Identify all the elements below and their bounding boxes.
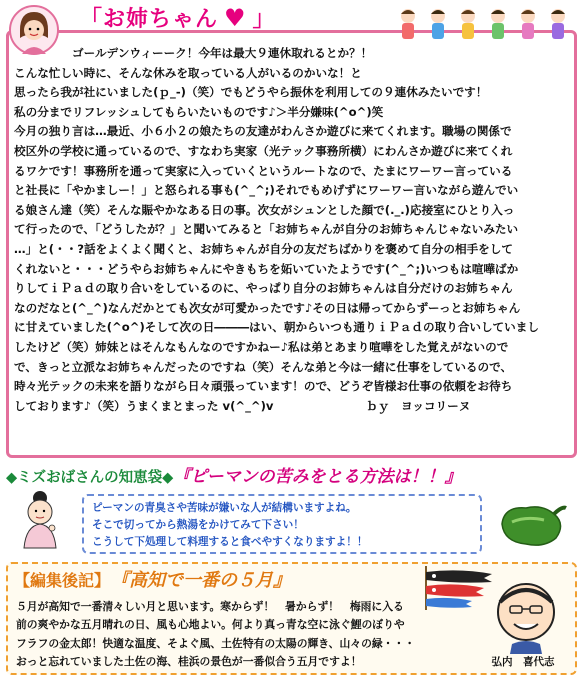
- heart-icon: ♥: [224, 4, 247, 32]
- sister-column-body: [14, 44, 569, 416]
- body-line: 時々光テックの未来を語りながら日々頑張っています！ので、どうぞ皆様お仕事の依頼をお待ち: [14, 379, 513, 394]
- tips-heading-left: ◆ミズおばさんの知恵袋◆: [6, 470, 174, 486]
- tips-line: そこで切ってから熱湯をかけてみて下さい！: [92, 519, 304, 531]
- body-line: 私の分までリフレッシュしてもらいたいものです♪＞半分嫌味(^o^)笑: [14, 104, 384, 119]
- editor-name: 弘内 喜代志: [491, 656, 555, 668]
- tips-line: ピーマンの青臭さや苦味が嫌いな人が結構いますよね。: [92, 502, 357, 514]
- body-line: るワケです！事務所を通って実家に入っていくというルートなので、たまにワーワー言っている: [14, 163, 513, 178]
- body-line: 校区外の学校に通っているので、すなわち実家（光テック事務所横）にわんさか遊びに来てくれ: [14, 143, 513, 158]
- editor-note-heading: [14, 566, 291, 592]
- body-line: る娘さん達（笑）そんな賑やかなある日の事。次女がシュンとした顔で(._.)応接室にひとり入っ: [14, 202, 515, 217]
- editor-note-heading-right: 『高知で一番の５月』: [120, 570, 292, 591]
- body-line: しております♪（笑）うまくまとまった v(^_^)v ｂｙ ヨッコリーヌ: [14, 398, 471, 413]
- body-line: …」と(・・?話をよくよく聞くと、お姉ちゃんが自分の友だちばかりを褒めて自分の相手をして: [14, 241, 513, 256]
- body-line: 今月の独り言は…最近、小６小２の娘たちの友達がわんさか遊びに来てくれます。職場の関係で: [14, 124, 512, 139]
- tips-box: [82, 494, 482, 554]
- sister-column-title: [80, 2, 276, 32]
- body-line: で、きっと立派なお姉ちゃんだったのですね（笑）そんな弟と今は一緒に仕事をしているので、: [14, 359, 513, 374]
- body-line: ゴールデンウィーーク！今年は最大９連休取れるとか？！: [72, 46, 373, 60]
- tips-heading: [6, 462, 462, 487]
- editor-note-body: [16, 598, 472, 672]
- editor-note-line: 前の爽やかな五月晴れの日、風も心地よい。何より真っ青な空に泳ぐ鯉のぼりや: [16, 618, 405, 632]
- green-pepper-icon: [492, 494, 572, 554]
- title-open-text: 「お姉ちゃん: [80, 7, 219, 32]
- grandmother-illustration-icon: [12, 488, 68, 550]
- body-line: 思ったら我が社にいました(ｐ_-)（笑）でもどうやら振休を利用しての９連休みたいです！: [14, 85, 488, 100]
- editor-note-heading-left: 【編集後記】: [14, 571, 111, 590]
- body-line: りしてｉＰａｄの取り合いをしているのに、やっぱり自分のお姉ちゃんは自分だけのお姉ちゃん: [14, 281, 513, 296]
- children-illustration-icon: [396, 6, 576, 46]
- title-close-text: 」: [252, 7, 276, 32]
- tips-line: こうして下処理して料理すると食べやすくなりますよ！！: [92, 536, 368, 548]
- editor-note-line: フラフの金太郎！快適な温度、そよぐ風、土佐特有の太陽の輝き、山々の緑・・・: [16, 636, 416, 650]
- body-line: したけど（笑）姉妹とはそんなもんなのですかねー♪私は弟とあまり喧嘩をした覚えがないので: [14, 339, 509, 354]
- body-line: に甘えていました(^o^)そして次の日―――はい、朝からいつも通りｉＰａｄの取り合いしていまし: [14, 320, 539, 335]
- body-line: くれないと・・・どうやらお姉ちゃんにやきもちを妬いていたようです(^_^;)いつもは喧嘩ばか: [14, 261, 519, 276]
- editor-portrait-icon: [486, 574, 566, 654]
- body-line: こんな忙しい時に、そんな休みを取っている人がいるのかいな！と: [14, 65, 362, 80]
- body-line: て行ったので、「どうしたが？」と聞いてみると「お姉ちゃんが自分のお姉ちゃんじゃないみたい: [14, 222, 519, 237]
- body-line: なのだなと(^_^)なんだかとても次女が可愛かったです♪その日は帰ってからずーっとお姉ちゃん: [14, 300, 521, 315]
- editor-note-line: おっと忘れていました土佐の海、桂浜の景色が一番似合う五月ですよ！: [16, 655, 362, 669]
- editor-note-line: ５月が高知で一番清々しい月と思います。寒からず！ 暑からず！ 梅雨に入る: [16, 600, 404, 613]
- tips-heading-right: 『ピーマンの苦みをとる方法は！！』: [173, 467, 462, 487]
- body-line: と社長に「やかましー！」と怒られる事も(^_^;)それでもめげずにワーワー言いながら遊んでい: [14, 183, 519, 198]
